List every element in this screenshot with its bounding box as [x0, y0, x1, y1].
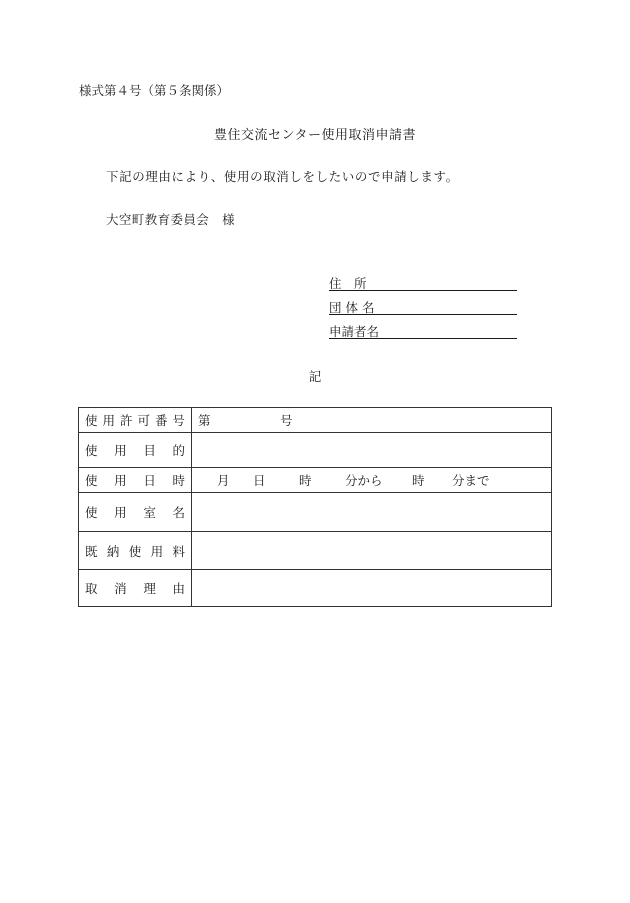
- address-field[interactable]: [329, 275, 517, 291]
- label-char: 用: [102, 413, 115, 428]
- minute-to-unit: 分まで: [452, 473, 490, 488]
- label-char: 可: [137, 413, 150, 428]
- datetime-row: [79, 468, 552, 493]
- month-unit: 月: [217, 473, 230, 488]
- permit-number-row: [79, 408, 552, 433]
- datetime-field[interactable]: [192, 468, 552, 493]
- label-char: 使: [85, 473, 98, 488]
- datetime-label: [79, 468, 192, 493]
- label-char: 使: [85, 505, 98, 520]
- label-char: 用: [114, 443, 127, 458]
- label-char: 号: [172, 413, 185, 428]
- minute-from-unit: 分から: [345, 473, 383, 488]
- label-char: 許: [119, 413, 133, 428]
- label-char: 用: [114, 505, 127, 520]
- permit-suffix: 号: [280, 413, 293, 428]
- group-name-field[interactable]: [329, 299, 517, 315]
- ki-heading: 記: [308, 369, 322, 384]
- label-char: 由: [172, 581, 185, 596]
- label-char: 的: [172, 443, 185, 458]
- document-title: 豊住交流センター使用取消申請書: [214, 128, 416, 143]
- reason-row: [79, 570, 552, 607]
- label-char: 使: [128, 543, 142, 559]
- applicant-name-field[interactable]: [329, 323, 517, 339]
- room-row: [79, 493, 552, 532]
- form-number: 様式第４号（第５条関係）: [79, 83, 230, 98]
- room-label: [79, 493, 192, 532]
- label-char: 室: [143, 505, 156, 520]
- addressee: 大空町教育委員会 様: [106, 212, 236, 227]
- label-char: 番: [154, 413, 168, 428]
- label-char: 理: [143, 581, 156, 596]
- address-label: 住 所: [329, 276, 367, 291]
- permit-number-field[interactable]: [192, 408, 552, 433]
- paid-fee-label: [79, 532, 192, 570]
- purpose-row: [79, 433, 552, 468]
- reason-field[interactable]: [192, 570, 552, 607]
- label-char: 名: [172, 505, 185, 520]
- paid-fee-row: [79, 532, 552, 570]
- day-unit: 日: [253, 473, 266, 488]
- room-field[interactable]: [192, 493, 552, 532]
- intro-text: 下記の理由により、使用の取消しをしたいので申請します。: [106, 169, 459, 184]
- label-char: 納: [106, 543, 120, 559]
- label-char: 用: [114, 473, 127, 488]
- label-char: 既: [85, 543, 98, 559]
- hour-from-unit: 時: [299, 473, 312, 488]
- label-char: 消: [114, 581, 127, 596]
- label-char: 使: [85, 413, 98, 428]
- permit-number-label: [79, 408, 192, 433]
- reason-label: [79, 570, 192, 607]
- label-char: 目: [143, 443, 156, 458]
- purpose-label: [79, 433, 192, 468]
- label-char: 時: [172, 473, 185, 488]
- details-table: [78, 407, 552, 607]
- label-char: 取: [85, 581, 98, 596]
- label-char: 日: [143, 473, 156, 488]
- label-char: 使: [85, 443, 98, 458]
- label-char: 料: [172, 543, 185, 559]
- label-char: 用: [150, 543, 164, 559]
- paid-fee-field[interactable]: [192, 532, 552, 570]
- applicant-name-label: 申請者名: [329, 324, 380, 339]
- group-name-label: 団 体 名: [329, 300, 375, 315]
- hour-to-unit: 時: [412, 473, 425, 488]
- permit-prefix: 第: [198, 413, 211, 428]
- purpose-field[interactable]: [192, 433, 552, 468]
